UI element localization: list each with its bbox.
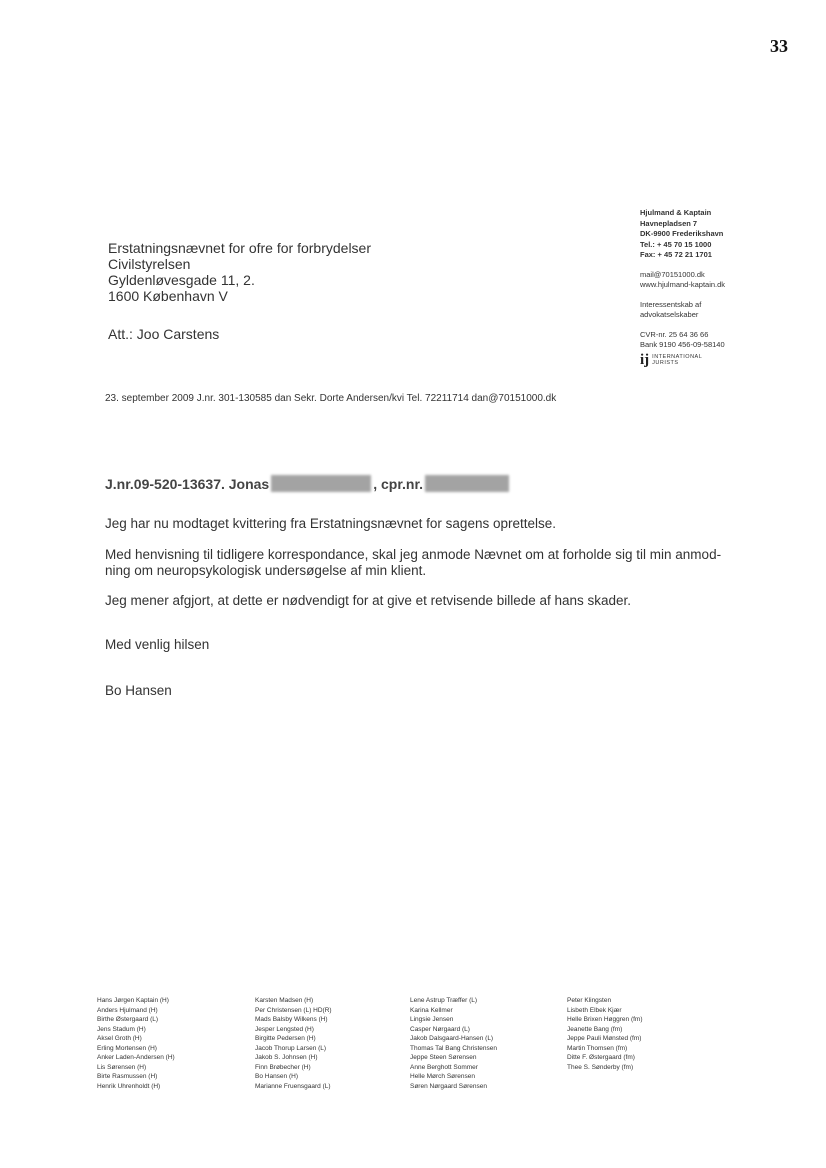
firm-name: Hjulmand & Kaptain: [640, 208, 712, 217]
partner-column: [97, 996, 175, 1091]
firm-type: Interessentskab af: [640, 299, 702, 309]
ij-logo-icon: ij: [640, 351, 650, 368]
partner-column: [567, 996, 643, 1072]
partner-name: Lingsie Jensen: [410, 1016, 454, 1023]
subject-cpr: , cpr.nr.: [373, 475, 424, 492]
partner-name: Peter Klingsten: [567, 997, 612, 1004]
partner-name: Helle Brixen Høggren (fm): [567, 1016, 643, 1023]
partner-column: [255, 996, 332, 1091]
firm-type: advokatselskaber: [640, 310, 699, 319]
partner-name: Jens Stadum (H): [97, 1025, 146, 1033]
partner-name: Birthe Østergaard (L): [97, 1016, 159, 1023]
partner-name: Per Christensen (L) HD(R): [255, 1006, 332, 1014]
signer-name: Bo Hansen: [105, 683, 172, 698]
ij-logo-text: JURISTS: [652, 360, 679, 366]
firm-bank: Bank 9190 456-09-58140: [640, 340, 725, 349]
paragraph-line: ning om neuropsykologisk undersøgelse af min klient.: [105, 563, 427, 578]
partner-name: Jeppe Steen Sørensen: [410, 1054, 477, 1061]
paragraph-request: [105, 547, 745, 579]
partner-name: Helle Mørch Sørensen: [410, 1073, 476, 1080]
redacted-cpr: [425, 475, 509, 492]
partner-name: Hans Jørgen Kaptain (H): [97, 997, 169, 1004]
partner-name: Jakob Dalsgaard-Hansen (L): [410, 1035, 494, 1042]
page-number: 33: [770, 36, 788, 56]
recipient-line: Gyldenløvesgade 11, 2.: [108, 272, 255, 288]
paragraph-line: Med henvisning til tidligere korrespondance, skal jeg anmode Nævnet om at forholde sig til min anmod-: [105, 547, 722, 562]
partner-name: Martin Thomsen (fm): [567, 1044, 628, 1052]
recipient-address: [108, 240, 371, 342]
partner-name: Karsten Madsen (H): [255, 997, 314, 1004]
partner-name: Ditte F. Østergaard (fm): [567, 1054, 635, 1061]
firm-fax: Fax: + 45 72 21 1701: [640, 250, 712, 259]
partner-name: Jesper Lengsted (H): [255, 1025, 314, 1033]
partner-name: Erling Mortensen (H): [97, 1044, 157, 1052]
firm-street: Havnepladsen 7: [640, 218, 698, 228]
ij-logo: [640, 353, 725, 368]
partner-name: Anker Laden-Andersen (H): [97, 1054, 175, 1061]
reference-line: 23. september 2009 J.nr. 301-130585 dan Sekr. Dorte Andersen/kvi Tel. 72211714 dan@70151000.dk: [105, 393, 557, 404]
partner-name: Jeanette Bang (fm): [567, 1025, 623, 1033]
partner-name: Anders Hjulmand (H): [97, 1006, 158, 1014]
ij-logo-text: INTERNATIONAL: [652, 354, 703, 360]
partner-name: Thee S. Sønderby (fm): [567, 1063, 634, 1071]
partner-name: Bo Hansen (H): [255, 1073, 298, 1080]
redacted-name: [271, 475, 371, 492]
partner-name: Lene Astrup Træffer (L): [410, 997, 478, 1004]
partner-name: Karina Kellmer: [410, 1006, 453, 1014]
partner-name: Finn Brøbecher (H): [255, 1063, 311, 1071]
partner-name: Birte Rasmussen (H): [97, 1073, 158, 1080]
subject-prefix: J.nr.09-520-13637. Jonas: [105, 475, 270, 492]
closing: Med venlig hilsen: [105, 637, 210, 652]
partner-name: Aksel Groth (H): [97, 1035, 142, 1042]
partner-name: Jeppe Pauli Mønsted (fm): [567, 1035, 642, 1042]
recipient-line: Erstatningsnævnet for ofre for forbrydelser: [108, 240, 372, 256]
firm-email: mail@70151000.dk: [640, 269, 705, 279]
partner-name: Anne Berghott Sommer: [410, 1063, 478, 1071]
firm-city: DK-9900 Frederikshavn: [640, 229, 724, 238]
paragraph-necessity: Jeg mener afgjort, at dette er nødvendigt for at give et retvisende billede af hans skader.: [105, 593, 632, 608]
partner-name: Thomas Tal Bang Christensen: [410, 1044, 497, 1052]
firm-letterhead: [640, 208, 725, 368]
partner-name: Jakob S. Johnsen (H): [255, 1054, 318, 1061]
partner-name: Marianne Fruensgaard (L): [255, 1082, 331, 1090]
firm-cvr: CVR-nr. 25 64 36 66: [640, 329, 709, 339]
partner-name: Casper Nørgaard (L): [410, 1025, 470, 1033]
recipient-line: Civilstyrelsen: [108, 256, 191, 272]
partner-name: Birgitte Pedersen (H): [255, 1035, 316, 1042]
partner-name: Jacob Thorup Larsen (L): [255, 1044, 327, 1052]
firm-website: www.hjulmand-kaptain.dk: [640, 280, 726, 289]
recipient-line: 1600 København V: [108, 288, 228, 304]
partner-name: Mads Balsby Wilkens (H): [255, 1016, 328, 1023]
partner-name: Lisbeth Elbek Kjær: [567, 1006, 622, 1014]
partner-name: Henrik Uhrenholdt (H): [97, 1082, 161, 1090]
subject-line: [105, 475, 511, 492]
paragraph-receipt: Jeg har nu modtaget kvittering fra Erstatningsnævnet for sagens oprettelse.: [105, 516, 556, 531]
firm-tel: Tel.: + 45 70 15 1000: [640, 239, 712, 249]
partner-column: [410, 996, 497, 1091]
partner-name: Søren Nørgaard Sørensen: [410, 1082, 487, 1090]
partner-name: Lis Sørensen (H): [97, 1063, 147, 1071]
attention-line: Att.: Joo Carstens: [108, 326, 220, 342]
